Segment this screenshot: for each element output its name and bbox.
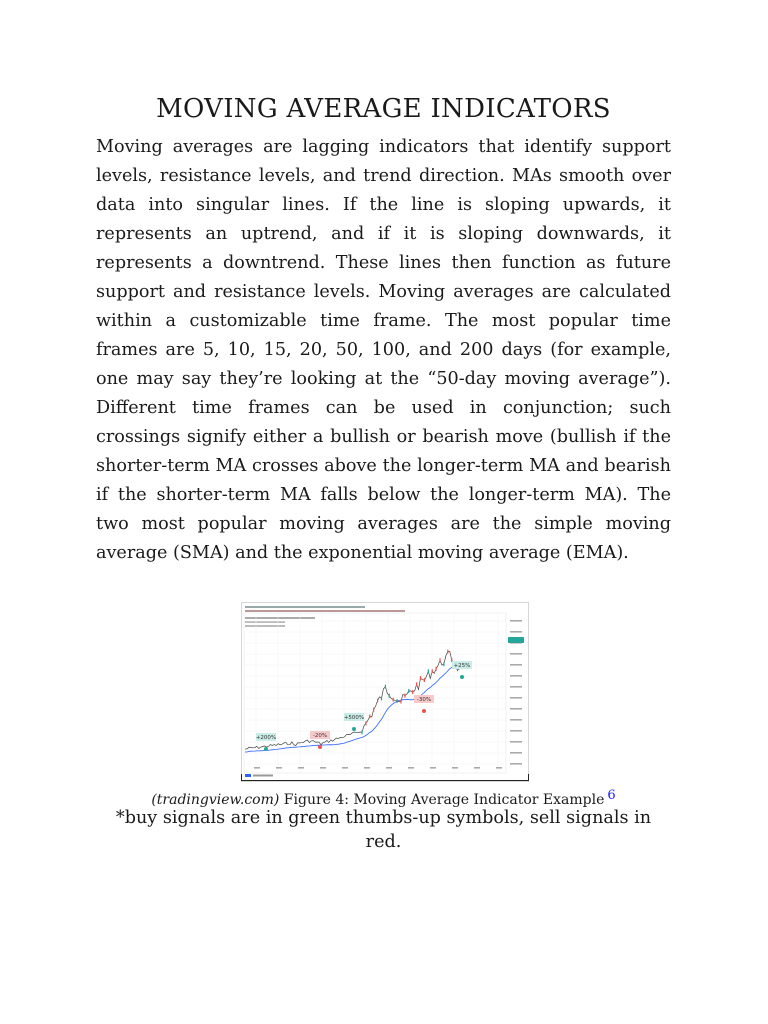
price-axis-tick	[510, 620, 522, 622]
thumbs-up-icon	[460, 675, 464, 679]
candle	[420, 676, 421, 680]
figure-bracket	[241, 774, 529, 781]
candle	[373, 708, 374, 712]
time-axis-tick	[386, 767, 392, 769]
time-axis-tick	[276, 767, 282, 769]
candle	[416, 682, 417, 686]
candle	[381, 696, 382, 700]
chart-image	[241, 602, 529, 782]
caption-source: (tradingview.com)	[151, 792, 280, 808]
price-axis-tick	[510, 653, 522, 655]
annotation-label: +500%	[343, 715, 365, 721]
candle	[439, 658, 440, 662]
thumbs-down-icon	[422, 709, 426, 713]
footnote-reference[interactable]: 6	[607, 788, 616, 803]
price-axis-tick	[510, 631, 522, 633]
price-axis-tick	[510, 697, 522, 699]
time-axis-tick	[320, 767, 326, 769]
time-axis-tick	[298, 767, 304, 769]
thumbs-up-icon	[264, 747, 268, 751]
body-paragraph: Moving averages are lagging indicators that identify support levels, resistance levels, and trend direction. MAs smooth over data into singular lines. If the line is sloping upwards, it represents an uptrend, and if it is sloping downwards, it represents a downtrend. These lines then function as future support and resistance levels. Moving averages are calculated within a customizable time frame. The most popular time frames are 5, 10, 15, 20, 50, 100, and 200 days (for example, one may say they’re looking at the “50-day moving average”). Different time frames can be used in conjunction; such crossings signify either a bullish or bearish move (bullish if the shorter-term MA crosses above the longer-term MA and bearish if the shorter-term MA falls below the longer-term MA). The two most popular moving averages are the simple moving average (SMA) and the exponential moving average (EMA).	[96, 137, 671, 563]
candle	[400, 700, 401, 704]
price-axis-tick	[510, 675, 522, 677]
candle	[365, 721, 366, 725]
candle	[361, 730, 362, 734]
price-axis-tick	[510, 730, 522, 732]
price-axis-tick	[510, 664, 522, 666]
price-axis-tick	[510, 719, 522, 721]
annotation-label: -30%	[416, 697, 432, 703]
candle	[369, 714, 370, 718]
signal-note: *buy signals are in green thumbs-up symbols, sell signals in red.	[115, 808, 652, 852]
candle	[432, 669, 433, 673]
time-axis-tick	[474, 767, 480, 769]
candle	[385, 685, 386, 689]
price-axis-tick	[510, 752, 522, 754]
price-axis-tick	[510, 763, 522, 765]
time-axis-tick	[430, 767, 436, 769]
time-axis-tick	[496, 767, 502, 769]
candle	[408, 689, 409, 693]
candle	[389, 694, 390, 698]
price-axis-tick	[510, 741, 522, 743]
candle	[447, 650, 448, 654]
candle	[424, 678, 425, 682]
time-axis-tick	[254, 767, 260, 769]
time-axis-tick	[408, 767, 414, 769]
chart-svg	[242, 603, 528, 781]
caption-text: Figure 4: Moving Average Indicator Example	[279, 792, 605, 808]
candle	[436, 667, 437, 671]
candle	[428, 669, 429, 673]
candle	[393, 698, 394, 702]
candle	[412, 690, 413, 694]
candle	[443, 662, 444, 666]
candle	[377, 699, 378, 703]
last-price-tag	[508, 637, 524, 643]
time-axis-tick	[342, 767, 348, 769]
annotation-label: +200%	[255, 735, 277, 741]
price-axis-tick	[510, 708, 522, 710]
annotation-label: +25%	[453, 663, 471, 669]
page-title: MOVING AVERAGE INDICATORS	[156, 94, 611, 124]
time-axis-tick	[452, 767, 458, 769]
price-axis-tick	[510, 686, 522, 688]
candle	[397, 699, 398, 703]
candle	[404, 694, 405, 698]
time-axis-tick	[364, 767, 370, 769]
annotation-label: -20%	[312, 733, 328, 739]
thumbs-down-icon	[318, 745, 322, 749]
thumbs-up-icon	[352, 727, 356, 731]
moving-average-line	[245, 665, 460, 752]
